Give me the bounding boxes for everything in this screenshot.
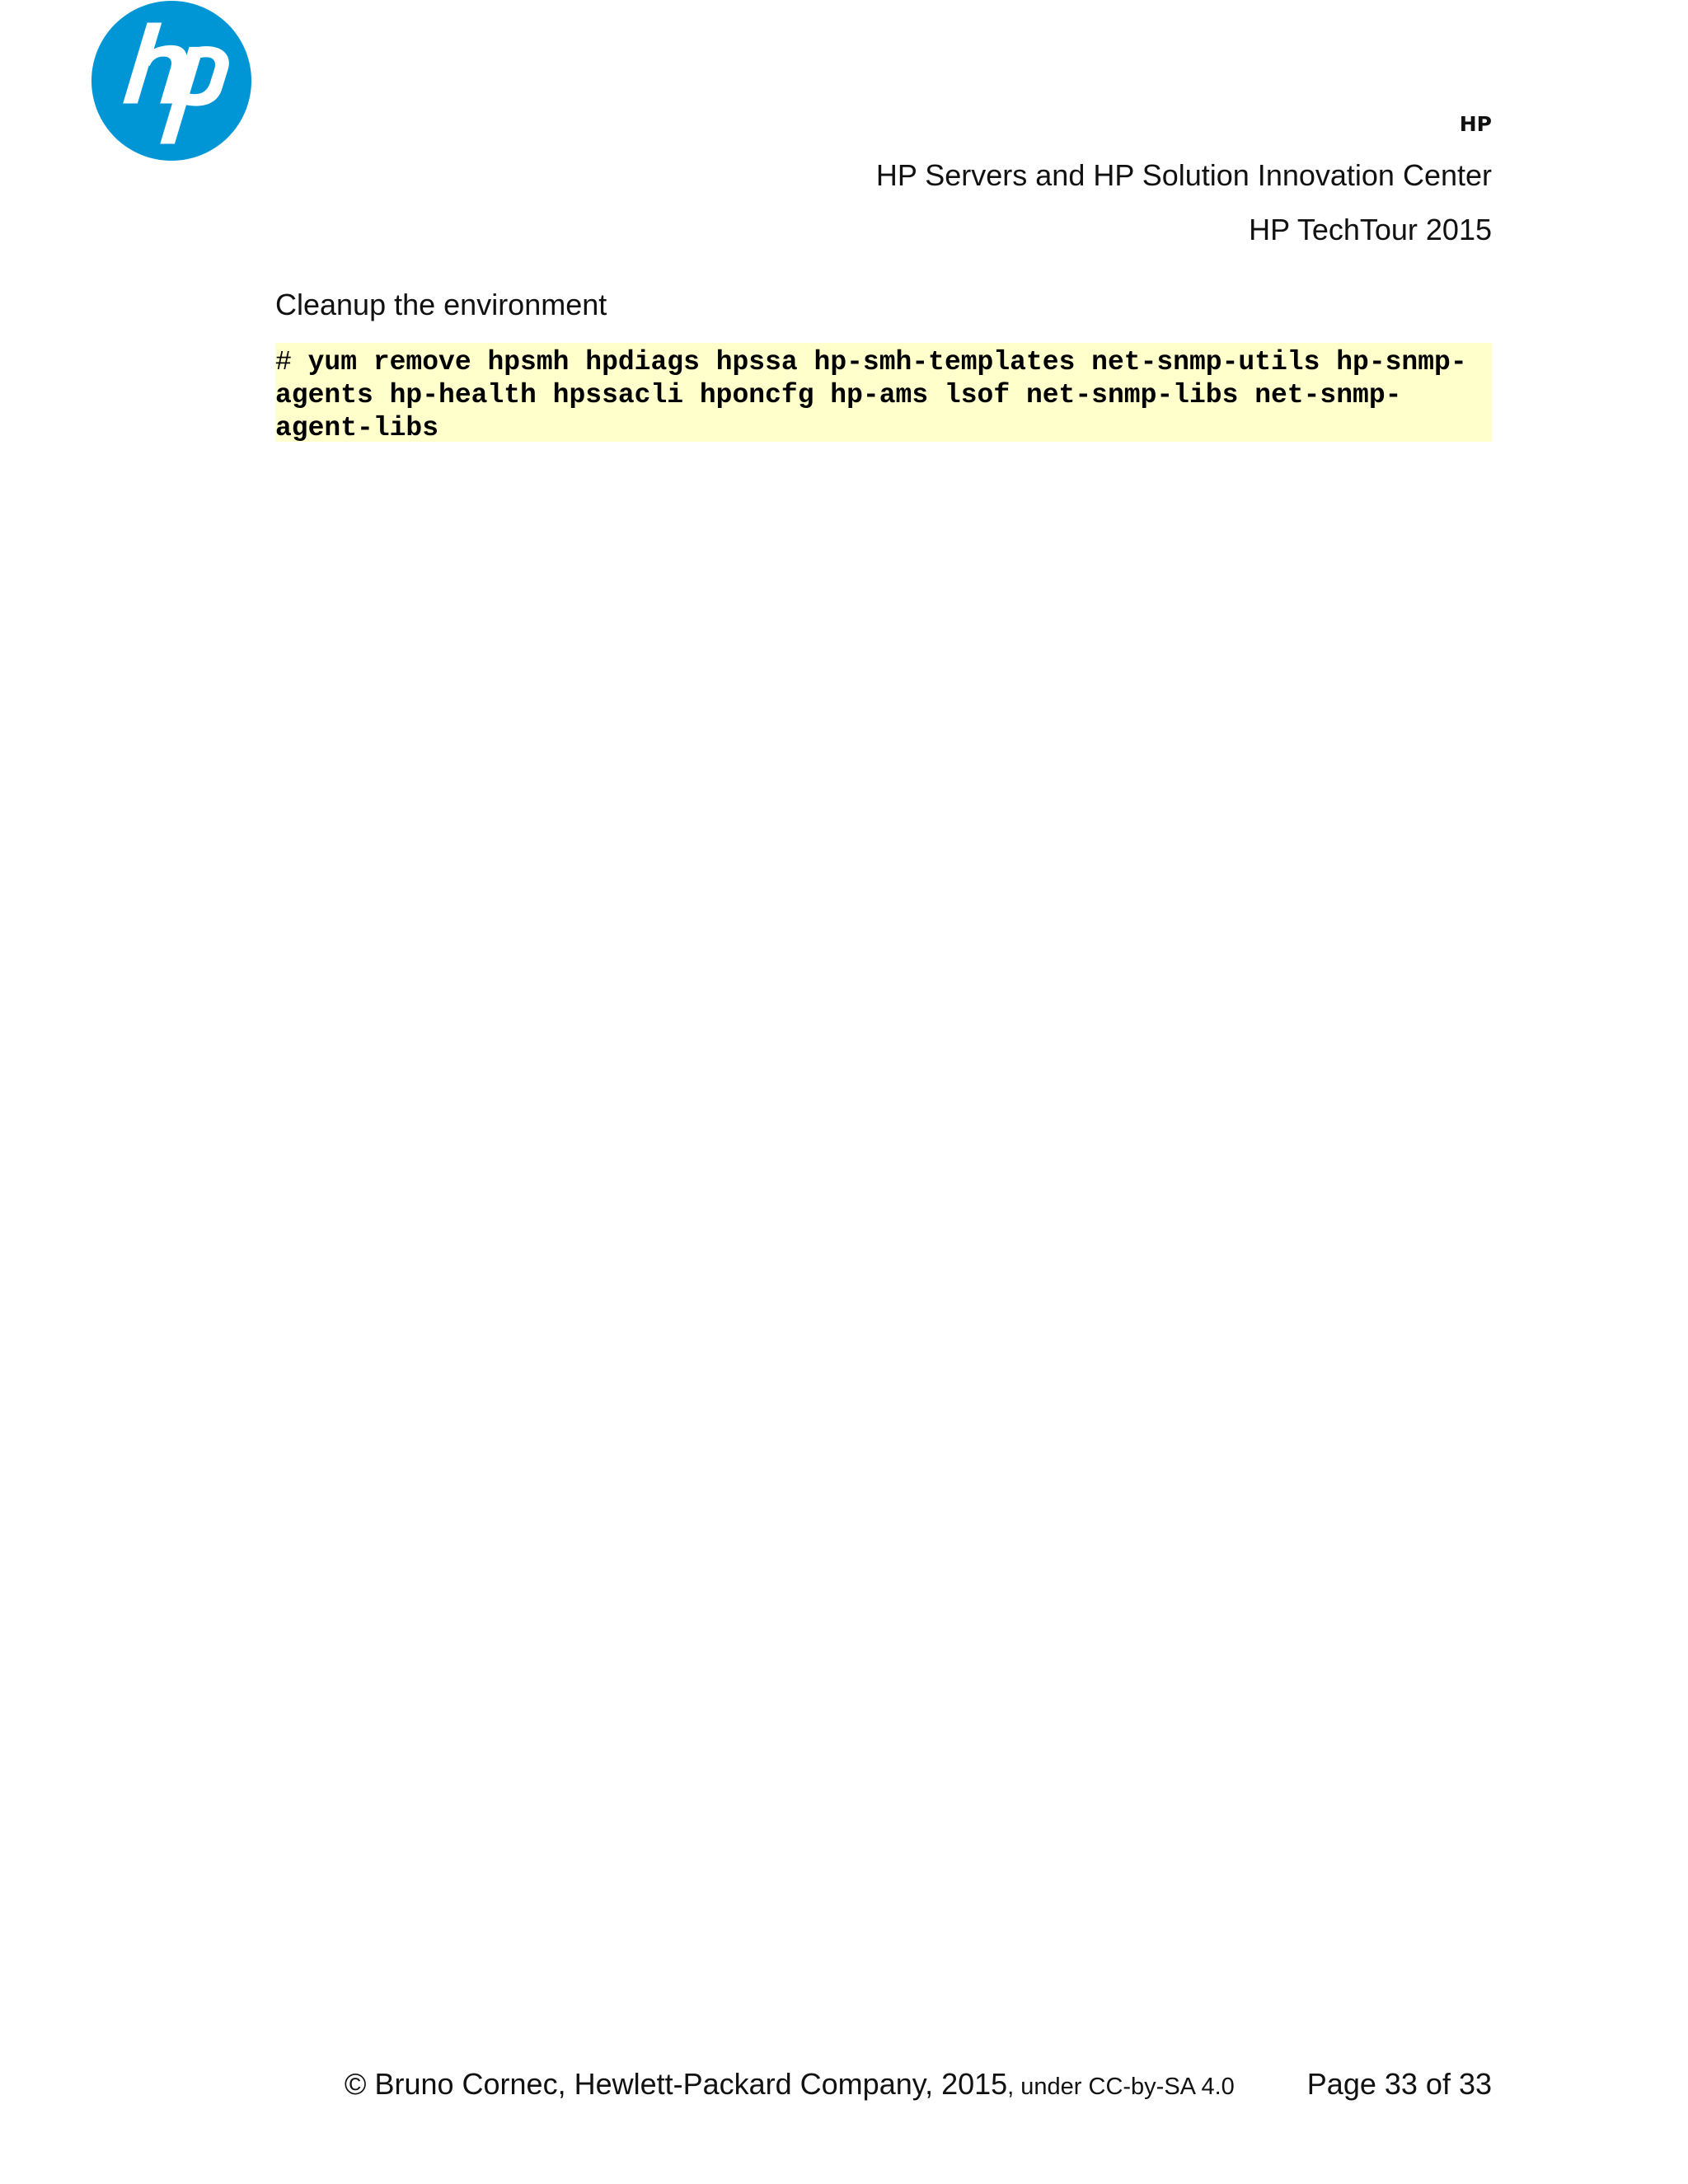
footer-copyright: © Bruno Cornec, Hewlett-Packard Company, 2015 bbox=[344, 2067, 1008, 2101]
code-line-2: agents hp-health hpssacli hponcfg hp-ams lsof net-snmp-libs net-snmp- bbox=[275, 380, 1402, 410]
hp-logo-icon bbox=[91, 0, 252, 162]
code-line-3: agent-libs bbox=[275, 413, 439, 443]
footer-license: , under CC-by-SA 4.0 bbox=[1007, 2074, 1235, 2100]
hp-logo bbox=[91, 0, 252, 162]
shell-prompt: # bbox=[275, 347, 292, 377]
header-brand: HP bbox=[1459, 112, 1492, 136]
code-line-1 bbox=[275, 346, 1492, 379]
page-footer bbox=[0, 2067, 1492, 2102]
code-text-1: yum remove hpsmh hpdiags hpssa hp-smh-templates net-snmp-utils hp-snmp- bbox=[291, 347, 1467, 377]
header-subtitle: HP Servers and HP Solution Innovation Center bbox=[875, 158, 1492, 192]
header-event: HP TechTour 2015 bbox=[1249, 213, 1492, 246]
code-block bbox=[275, 343, 1492, 442]
footer-page-number: Page 33 of 33 bbox=[1306, 2067, 1492, 2101]
section-title: Cleanup the environment bbox=[275, 288, 607, 321]
page-header bbox=[876, 111, 1492, 266]
